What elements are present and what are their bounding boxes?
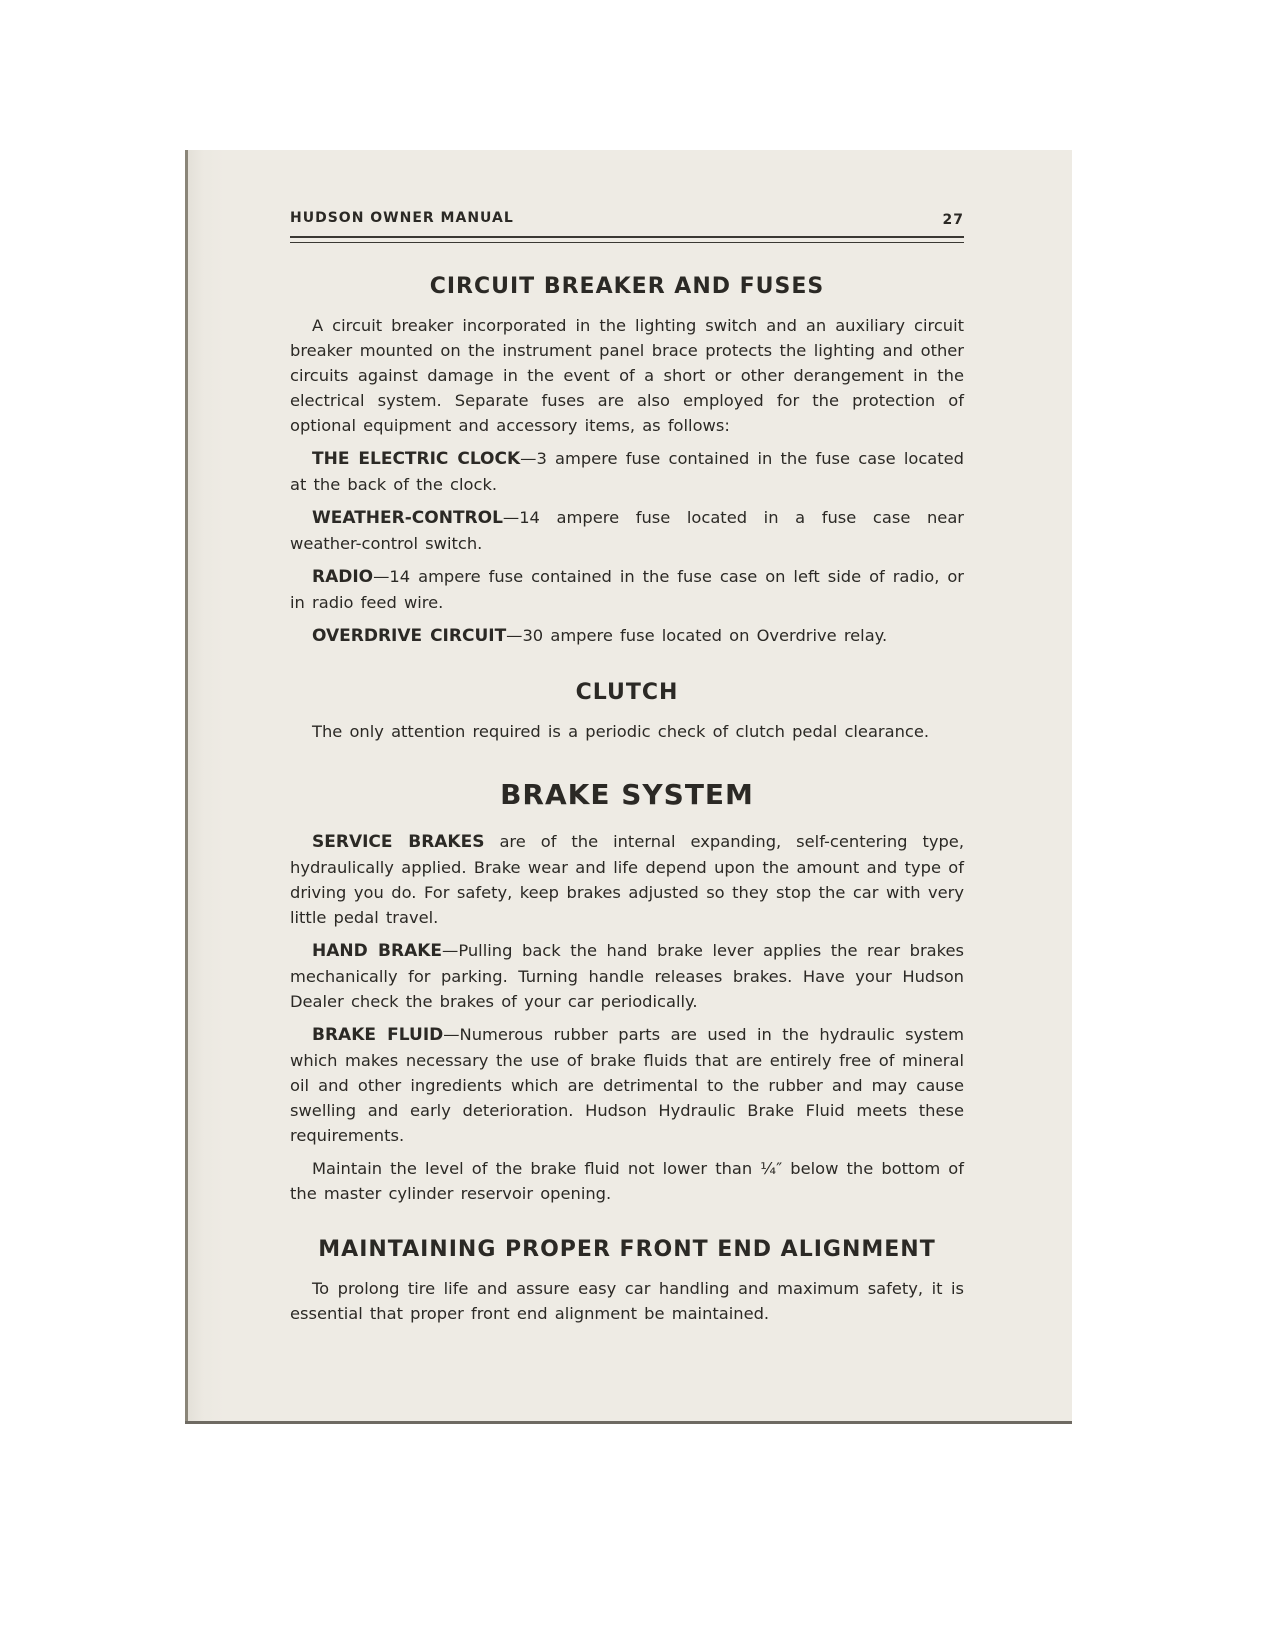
alignment-text: To prolong tire life and assure easy car handling and maximum safety, it is essential that proper front end alignment be maintained. [290, 1279, 964, 1323]
fuse-item-text: —14 ampere fuse located in a fuse case near weather-control switch. [290, 508, 964, 553]
brake-item-text: —Pulling back the hand brake lever applies the rear brakes mechanically for parking. Turning handle releases brakes. Have your Hudson Dealer check the brakes of your car periodically. [290, 941, 964, 1011]
fuse-item-electric-clock [290, 446, 964, 497]
brake-item-hand-brake [290, 938, 964, 1014]
brake-item-lead: HAND BRAKE [312, 941, 443, 961]
fuse-item-text: —14 ampere fuse contained in the fuse case on left side of radio, or in radio feed wire. [290, 567, 964, 612]
brake-item-service-brakes [290, 829, 964, 930]
fuse-item-lead: OVERDRIVE CIRCUIT [312, 626, 507, 646]
brake-item-text: are of the internal expanding, self-centering type, hydraulically applied. Brake wear and life depend upon the amount and type of driving you do. For safety, keep brakes adjusted so they stop the car with very little pedal travel. [290, 832, 964, 927]
running-head [290, 208, 964, 230]
circuit-breaker-intro: A circuit breaker incorporated in the lighting switch and an auxiliary circuit breaker mounted on the instrument panel brace protects the lighting and other circuits against damage in the event of a short or other derangement in the electrical system. Separate fuses are also employed for the protection of optional equipment and accessory items, as follows: [290, 316, 964, 435]
brake-item-lead: BRAKE FLUID [312, 1025, 444, 1045]
fuse-item-text: —30 ampere fuse located on Overdrive relay. [506, 626, 888, 645]
page-content [290, 208, 964, 1334]
heading-circuit-breaker: CIRCUIT BREAKER AND FUSES [429, 274, 825, 299]
heading-brake-system: BRAKE SYSTEM [500, 778, 754, 811]
page-bottom-edge [185, 1421, 1072, 1424]
fuse-item-overdrive [290, 623, 964, 649]
heading-alignment: MAINTAINING PROPER FRONT END ALIGNMENT [318, 1237, 936, 1262]
fuse-item-text: —3 ampere fuse contained in the fuse case located at the back of the clock. [290, 449, 964, 494]
heading-clutch: CLUTCH [575, 680, 679, 705]
fuse-item-weather-control [290, 505, 964, 556]
page-number: 27 [942, 212, 964, 228]
brake-item-lead: SERVICE BRAKES [312, 832, 485, 852]
brake-item-brake-fluid [290, 1022, 964, 1148]
header-rule [290, 236, 964, 243]
fuse-item-radio [290, 564, 964, 615]
fuse-item-lead: THE ELECTRIC CLOCK [312, 449, 521, 469]
running-head-title: HUDSON OWNER MANUAL [290, 210, 514, 226]
fuse-item-lead: RADIO [312, 567, 374, 587]
fuse-item-lead: WEATHER-CONTROL [312, 508, 503, 528]
brake-item-text: —Numerous rubber parts are used in the hydraulic system which makes necessary the use of brake fluids that are entirely free of mineral oil and other ingredients which are detrimental to the rubber and may cause swelling and early deterioration. Hudson Hydraulic Brake Fluid meets these requirements. [290, 1025, 964, 1145]
brake-maintain-text: Maintain the level of the brake fluid not lower than ¼″ below the bottom of the master cylinder reservoir opening. [290, 1159, 964, 1203]
clutch-text: The only attention required is a periodic check of clutch pedal clearance. [312, 722, 930, 741]
